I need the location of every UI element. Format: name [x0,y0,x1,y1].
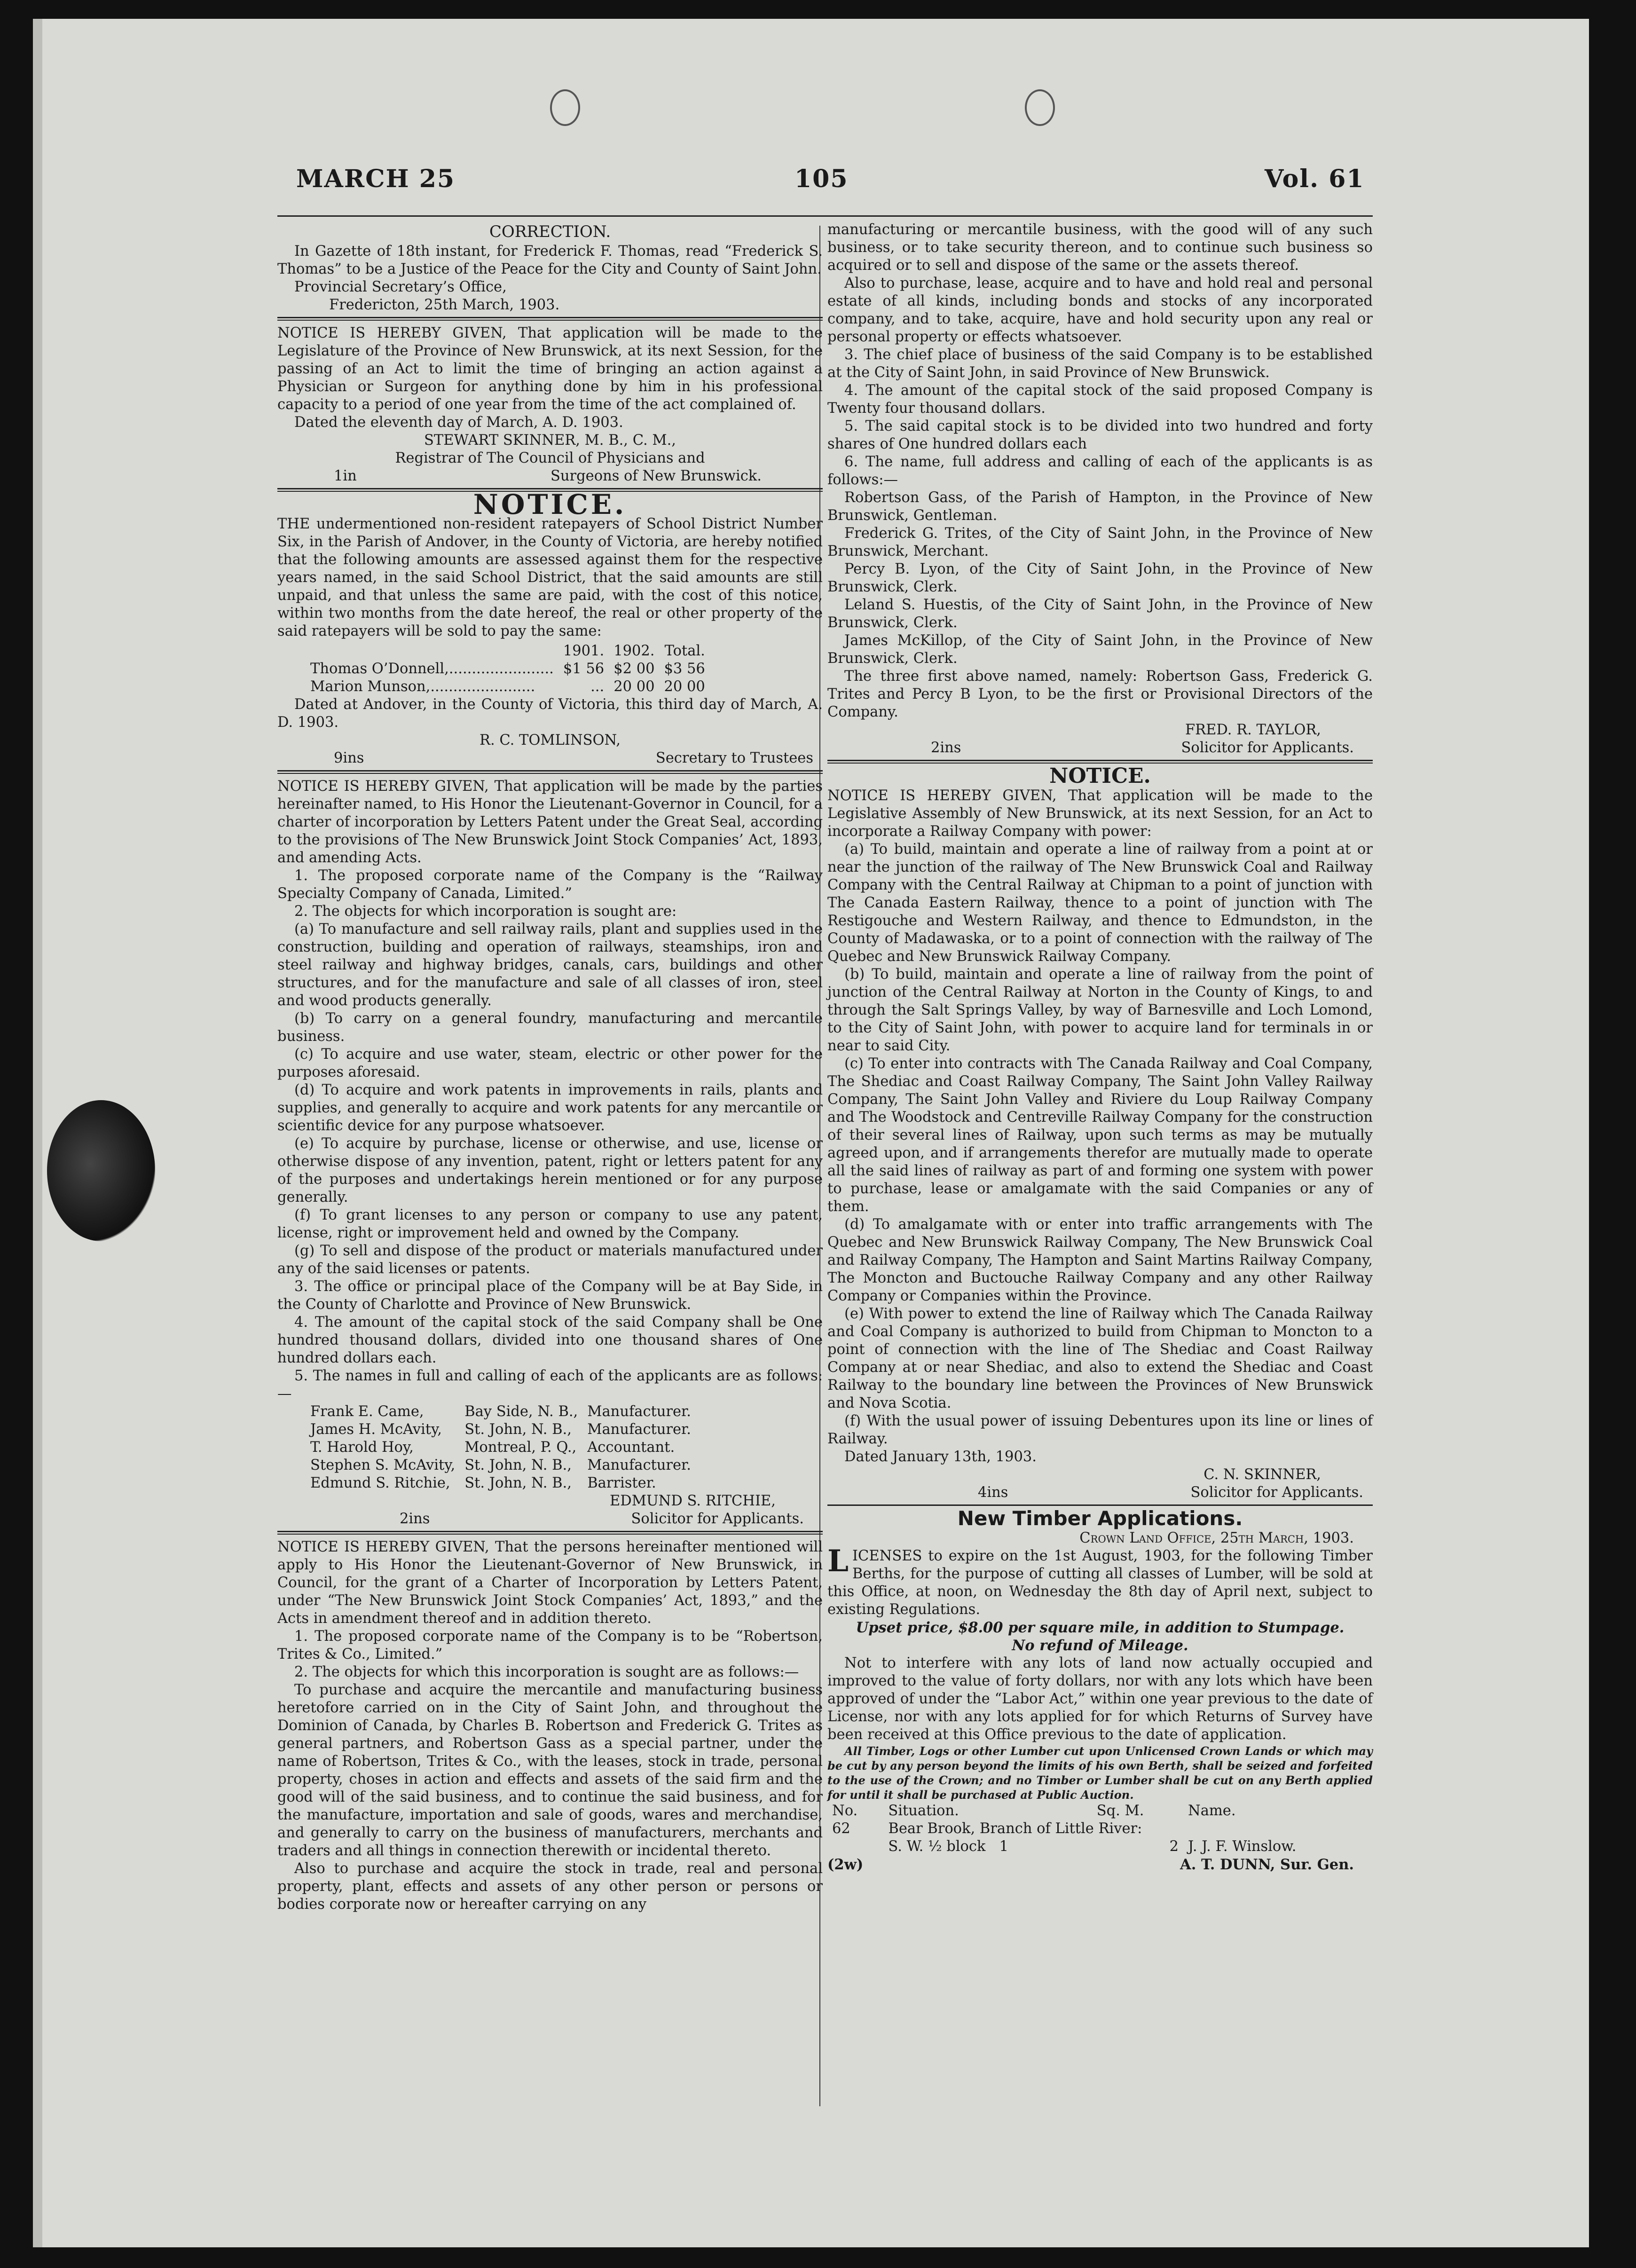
applicant-calling: Barrister. [587,1475,656,1491]
rw-ins: 4ins [978,1484,1008,1501]
applicant-calling: Accountant. [587,1439,675,1456]
ratepayer-name: Thomas O’Donnell,....................... [310,661,554,677]
railway-notice [827,764,1373,1502]
rs-para: (c) To acquire and use water, steam, electric or other power for the purposes aforesaid. [277,1046,823,1080]
applicant-name: James H. McAvity, [310,1421,442,1438]
rob-intro: NOTICE IS HEREBY GIVEN, That the persons hereinafter mentioned will apply to His Honor the Lieutenant-Governor of New Brunswick, in Council, for the grant of a Charter of Incorporation by Letters Patent, under “The New Brunswick Joint Stock Companies’ Act, 1893,” and the Acts in amendment thereof and in addition thereto. [277,1539,823,1627]
school-dated: Dated at Andover, in the County of Victoria, this third day of March, A. D. 1903. [277,696,823,731]
drop-cap: L [827,1544,849,1579]
timber-title: New Timber Applications. [957,1507,1243,1530]
applicant-place: Bay Side, N. B., [464,1403,578,1420]
physician-ins: 1in [334,468,357,484]
school-signer: R. C. TOMLINSON, [480,732,621,748]
rw-para: (f) With the usual power of issuing Debentures upon its line or lines of Railway. [827,1413,1373,1447]
table-row [306,660,710,678]
applicant-place: St. John, N. B., [464,1421,572,1438]
rw-para: (b) To build, maintain and operate a line of railway from the point of junction of the Central Railway at Norton in the County of Kings, to and through the Salt Springs Valley, by way of Barnesville and Loch Lomond, to the City of Saint John, with power to acquire land for terminals in or near to said City. [827,966,1373,1054]
timber-upset-price: Upset price, $8.00 per square mile, in addition to Stumpage. [856,1619,1345,1636]
rs-para: (f) To grant licenses to any person or company to use any patent, license, right or improvement held and owned by the Company. [277,1207,823,1241]
applicant-place: St. John, N. B., [464,1475,572,1491]
rob-role: Solicitor for Applicants. [1181,740,1354,756]
header-page-number: 105 [794,165,849,193]
robertson-notice-right [827,221,1373,757]
punch-hole [1025,89,1055,126]
school-body: THE undermentioned non-resident ratepayers of School District Number Six, in the Parish of Andover, in the County of Victoria, are hereby notified that the following amounts are assessed against them for the respective years named, in the said School District, that the said amounts are still unpaid, and that unless the same are paid, with the cost of this notice, within two months from the date hereof, the real or other property of the said ratepayers will be sold to pay the same: [277,516,823,639]
correction-date: Fredericton, 25th March, 1903. [329,297,560,313]
header-volume: Vol. 61 [1265,165,1365,193]
column-header: 1902. [614,643,655,659]
punch-hole [550,89,580,126]
rob-signer: FRED. R. TAYLOR, [1185,722,1321,738]
applicant-calling: Manufacturer. [587,1457,691,1473]
applicant-name: Frank E. Came, [310,1403,424,1420]
rw-para: (c) To enter into contracts with The Canada Railway and Coal Company, The Shediac and Coast Railway Company, The Saint John Valley Railway Company, The Saint John Valley and Riviere du Loup Railway Company and The Woodstock and Centreville Railway Company for the construction of their several lines of Railway, upon such terms as may be mutually agreed upon, and if arrangements therefor are mutually made to operate all the said lines of railway as part of and forming one system with power to purchase, lease or amalgamate with the said Companies or any of them. [827,1055,1373,1215]
correction-office: Provincial Secretary’s Office, [294,279,507,295]
rob-para: 3. The chief place of business of the said Company is to be established at the City of Saint John, in said Province of New Brunswick. [827,346,1373,381]
physician-role2: Surgeons of New Brunswick. [551,468,762,484]
rob-para: To purchase and acquire the mercantile and manufacturing business heretofore carried on in the City of Saint John, and throughout the Dominion of Canada, by Charles B. Robertson and Frederick G. Trites as general partners, and Robertson Gass as a special partner, under the name of Robertson, Trites & Co., with the leases, stock in trade, personal property, choses in action and effects and assets of the said firm and the good will of the said business, and to continue the said business, and for the manufacture, importation and sale of goods, wares and merchandise, and generally to carry on the business of manufacturers, merchants and traders and all things in connection therewith or incidental thereto. [277,1682,823,1859]
rob-para: Also to purchase, lease, acquire and to have and hold real and personal estate of all kinds, including bonds and stocks of any incorporated company, and to take, acquire, have and hold security upon any real or personal property or effects whatsoever. [827,275,1373,345]
left-column [277,221,823,1914]
rw-para: NOTICE IS HEREBY GIVEN, That application will be made to the Legislative Assembly of New Brunswick, at its next Session, for an Act to incorporate a Railway Company with power: [827,788,1373,840]
applicant-calling: Manufacturer. [587,1421,691,1438]
railway-specialty-notice [277,778,823,1528]
table-row [827,1838,1373,1856]
header-date: MARCH 25 [296,165,456,193]
rob-para: manufacturing or mercantile business, with the good will of any such business, or to take security thereon, and to continue such business so acquired or to sell and dispose of the same or the assets thereof. [827,221,1373,274]
berth-situation: Bear Brook, Branch of Little River: [888,1820,1142,1837]
section-rule [277,1531,823,1535]
physician-role1: Registrar of The Council of Physicians and [395,450,705,466]
timber-notice [827,1507,1373,1874]
rs-signer: EDMUND S. RITCHIE, [610,1493,776,1509]
amount-1902: $2 00 [614,661,655,677]
robertson-notice-left [277,1538,823,1914]
rw-role: Solicitor for Applicants. [1190,1484,1363,1501]
rob-para: Frederick G. Trites, of the City of Saint John, in the Province of New Brunswick, Merchant. [827,525,1373,559]
rw-para: (d) To amalgamate with or enter into traffic arrangements with The Quebec and New Brunswick Railway Company, The New Brunswick Coal and Railway Company, The Hampton and Saint Martins Railway Company, The Moncton and Buctouche Railway Company and any other Railway Company or Companies within the Province. [827,1216,1373,1304]
applicant-place: Montreal, P. Q., [464,1439,577,1456]
school-notice-title: NOTICE. [473,488,627,520]
timber-office-line: Crown Land Office, 25th March, 1903. [1079,1530,1354,1546]
column-header: Name. [1188,1803,1236,1819]
rs-para: (e) To acquire by purchase, license or otherwise, and use, license or otherwise dispose of any invention, patent, right or letters patent for any of the purposes and undertakings herein mentioned or for any purpose generally. [277,1135,823,1205]
rob-para: 6. The name, full address and calling of each of the applicants is as follows:— [827,454,1373,488]
applicant-name: Edmund S. Ritchie, [310,1475,450,1491]
rob-para: 2. The objects for which this incorporation is sought are as follows:— [294,1664,799,1680]
timber-ins: (2w) [827,1856,864,1873]
rob-para: James McKillop, of the City of Saint John, in the Province of New Brunswick, Clerk. [827,632,1373,667]
rs-ins: 2ins [400,1511,430,1527]
applicant-place: St. John, N. B., [464,1457,572,1473]
rob-ins: 2ins [931,740,961,756]
rs-para: 5. The names in full and calling of each of the applicants are as follows:— [277,1368,823,1402]
thumb-shadow [47,1100,155,1241]
section-rule [827,1504,1373,1506]
right-column [827,221,1373,1874]
school-notice [277,488,823,767]
berth-sq-miles: 2 [1169,1838,1179,1855]
rs-para: 3. The office or principal place of the Company will be at Bay Side, in the County of Charlotte and Province of New Brunswick. [277,1278,823,1313]
berth-block-number: 1 [999,1838,1008,1855]
column-header: Situation. [888,1803,959,1819]
rob-para: Percy B. Lyon, of the City of Saint John, in the Province of New Brunswick, Clerk. [827,561,1373,595]
rs-intro: NOTICE IS HEREBY GIVEN, That application will be made by the parties hereinafter named, to His Honor the Lieutenant-Governor in Council, for a charter of incorporation by Letters Patent under the Great Seal, according to the provisions of The New Brunswick Joint Stock Companies’ Act, 1893, and amending Acts. [277,778,823,866]
section-rule [827,760,1373,764]
table-row [306,1457,696,1474]
physician-dated: Dated the eleventh day of March, A. D. 1903. [294,414,623,431]
column-header: Sq. M. [1096,1803,1144,1819]
timber-no-refund: No refund of Mileage. [1012,1637,1188,1654]
table-row [306,1474,696,1492]
table-header-row [306,642,710,660]
rs-para: 1. The proposed corporate name of the Company is the “Railway Specialty Company of Canada, Limited.” [277,867,823,902]
railway-notice-title: NOTICE. [1049,764,1151,788]
school-arrears-table [306,642,710,696]
correction-title: CORRECTION. [489,222,611,241]
applicants-table [306,1403,696,1492]
rw-para: (e) With power to extend the line of Railway which The Canada Railway and Coal Company is authorized to build from Chipman to Moncton to a point of connection with the line of The Shediac and Coast Railway Company at or near Shediac, and also to extend the Shediac and Coast Railway to the boundary line between the Provinces of New Brunswick and Nova Scotia. [827,1306,1373,1411]
table-row [306,1403,696,1421]
table-row [827,1820,1373,1838]
correction-notice [277,223,823,314]
column-header: No. [832,1803,858,1819]
section-rule [277,317,823,321]
ratepayer-name: Marion Munson,....................... [310,678,535,695]
berth-applicant: J. J. F. Winslow. [1188,1838,1297,1855]
rw-dated: Dated January 13th, 1903. [844,1449,1037,1465]
timber-signer: A. T. DUNN, Sur. Gen. [1180,1856,1354,1873]
rs-para: (g) To sell and dispose of the product or materials manufactured under any of the said licenses or patents. [277,1243,823,1277]
rs-para: 4. The amount of the capital stock of the said Company shall be One hundred thousand dollars, divided into one thousand shares of One hundred dollars each. [277,1314,823,1366]
amount-total: 20 00 [664,678,705,695]
rs-para: 2. The objects for which incorporation is sought are: [294,903,677,920]
applicant-name: T. Harold Hoy, [310,1439,414,1456]
physician-notice [277,324,823,485]
rw-para: (a) To build, maintain and operate a line of railway from a point at or near the junction of the railway of The New Brunswick Coal and Railway Company with the Central Railway at Chipman to a point of junction with The Canada Eastern Railway, thence to a point of junction with The Restigouche and Western Railway, and thence to Edmundston, in the County of Madawaska, or to a point of connection with the railway of The Quebec and New Brunswick Railway Company. [827,841,1373,965]
physician-body: NOTICE IS HEREBY GIVEN, That application will be made to the Legislature of the Province of New Brunswick, at its next Session, for the passing of an Act to limit the time of bringing an action against a Physician or Surgeon for anything done by him in his professional capacity to a period of one year from the time of the act complained of. [277,325,823,413]
berth-number: 62 [832,1820,850,1837]
school-role: Secretary to Trustees [655,750,813,766]
column-header: 1901. [563,643,605,659]
rs-para: (b) To carry on a general foundry, manufacturing and mercantile business. [277,1010,823,1045]
applicant-calling: Manufacturer. [587,1403,691,1420]
table-row [306,1439,696,1457]
timber-warning: All Timber, Logs or other Lumber cut upon Unlicensed Crown Lands or which may be cut by any person beyond the limits of his own Berth, shall be seized and forfeited to the use of the Crown; and no Timber or Lumber shall be cut on any Berth applied for until it shall be purchased at Public Auction. [827,1744,1373,1802]
rob-para: The three first above named, namely: Robertson Gass, Frederick G. Trites and Percy B Lyon, to be the first or Provisional Directors of the Company. [827,668,1373,720]
amount-1902: 20 00 [614,678,655,695]
column-header: Total. [664,643,705,659]
table-row [306,1421,696,1439]
amount-1901: $1 56 [563,661,605,677]
timber-berths-table [827,1802,1373,1856]
timber-para2: Not to interfere with any lots of land now actually occupied and improved to the value of forty dollars, nor with any lots which have been approved of under the “Labor Act,” within one year previous to the date of License, nor with any lots applied for for which Returns of Survey have been received at this Office previous to the date of application. [827,1655,1373,1743]
rob-para: Leland S. Huestis, of the City of Saint John, in the Province of New Brunswick, Clerk. [827,597,1373,631]
applicant-name: Stephen S. McAvity, [310,1457,456,1473]
header-rule [277,215,1373,217]
rob-para: 5. The said capital stock is to be divided into two hundred and forty shares of One hundred dollars each [827,418,1373,452]
rob-para: 4. The amount of the capital stock of the said proposed Company is Twenty four thousand dollars. [827,382,1373,417]
timber-body: ICENSES to expire on the 1st August, 1903, for the following Timber Berths, for the purpose of cutting all classes of Lumber, will be sold at this Office, at noon, on Wednesday the 8th day of April next, subject to existing Regulations. [827,1548,1373,1618]
correction-body: In Gazette of 18th instant, for Frederick F. Thomas, read “Frederick S. Thomas” to be a Justice of the Peace for the City and County of Saint John. [277,243,823,277]
amount-1901: ... [590,678,605,695]
rob-para: Also to purchase and acquire the stock in trade, real and personal property, plant, effects and assets of any other person or persons or bodies corporate now or hereafter carrying on any [277,1860,823,1913]
rs-role: Solicitor for Applicants. [631,1511,804,1527]
berth-situation-detail: S. W. ½ block [888,1838,986,1855]
gazette-page [263,165,1387,2073]
school-ins: 9ins [334,750,364,766]
physician-signer: STEWART SKINNER, M. B., C. M., [424,432,676,449]
table-row [306,678,710,696]
rs-para: (a) To manufacture and sell railway rails, plant and supplies used in the construction, building and operation of railways, steamships, iron and steel railway and highway bridges, canals, cars, buildings and other structures, and for the manufacture and sale of all classes of iron, steel and wood products generally. [277,921,823,1009]
rob-para: 1. The proposed corporate name of the Company is to be “Robertson, Trites & Co., Limited.” [277,1628,823,1662]
amount-total: $3 56 [664,661,705,677]
rob-para: Robertson Gass, of the Parish of Hampton, in the Province of New Brunswick, Gentleman. [827,489,1373,524]
rs-para: (d) To acquire and work patents in improvements in rails, plants and supplies, and generally to acquire and work patents for any mercantile or scientific device for any purpose whatsoever. [277,1082,823,1134]
table-header-row [827,1802,1373,1820]
rw-signer: C. N. SKINNER, [1203,1466,1321,1483]
section-rule [277,770,823,774]
